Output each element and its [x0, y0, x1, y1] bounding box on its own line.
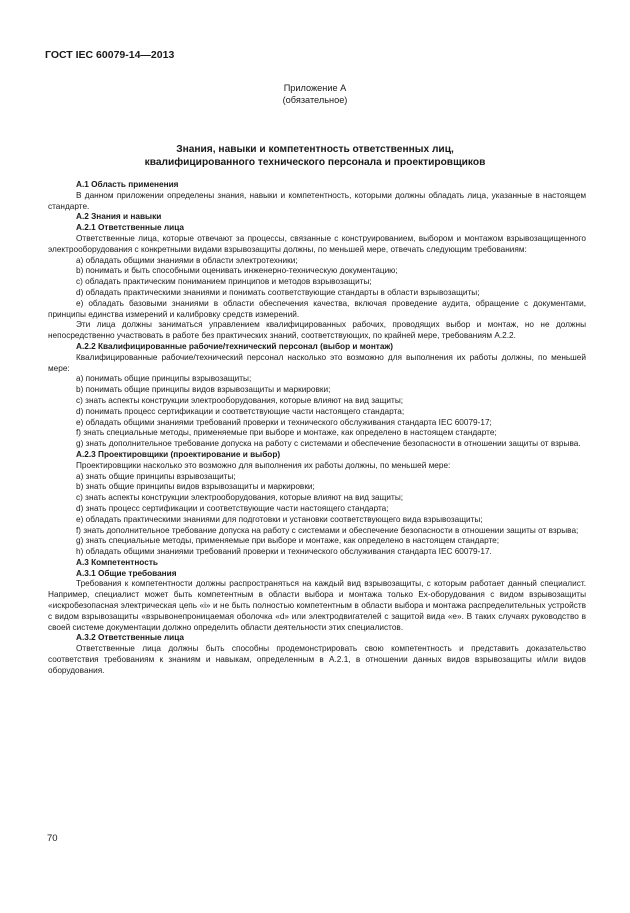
annex-status: (обязательное): [282, 95, 348, 105]
list-item: f) знать дополнительное требование допуска на работу с системами и обеспечение безопасности в отношении защиты от взрыва;: [76, 525, 579, 535]
list-item: e) обладать практическими знаниями для подготовки и установки соответствующего вида взрывозащиты;: [76, 514, 483, 524]
annex-heading: [0, 143, 630, 169]
annex-heading-line2: квалифицированного технического персонала и проектировщиков: [144, 157, 486, 168]
paragraph-a23-intro: Проектировщики насколько это возможно для выполнения их работы должны, по меньшей мере:: [76, 460, 451, 470]
page-number: 70: [47, 833, 58, 844]
list-item: g) знать специальные методы, применяемые при выборе и монтаже, как определено в настоящем стандарте;: [76, 536, 500, 546]
section-heading-a2: А.2 Знания и навыки: [76, 212, 162, 222]
list-item: d) понимать процесс сертификации и соответствующие части настоящего стандарта;: [76, 406, 405, 416]
list-item: c) знать аспекты конструкции электрооборудования, которые влияют на вид защиты;: [76, 493, 404, 503]
list-item: h) обладать общими знаниями требований проверки и технического обслуживания стандарта IEC 60079-17.: [76, 547, 492, 557]
section-heading-a22: А.2.2 Квалифицированные рабочие/технический персонал (выбор и монтаж): [76, 341, 394, 351]
section-heading-a32: А.3.2 Ответственные лица: [76, 633, 184, 643]
list-item: d) обладать практическими знаниями и понимать соответствующие стандарты в области взрывозащиты;: [76, 287, 480, 297]
list-item: a) знать общие принципы взрывозащиты;: [76, 471, 236, 481]
section-heading-a3: А.3 Компетентность: [76, 557, 158, 567]
section-heading-a21: А.2.1 Ответственные лица: [76, 223, 184, 233]
annex-heading-line1: Знания, навыки и компетентность ответственных лиц,: [176, 144, 454, 155]
section-heading-a23: А.2.3 Проектировщики (проектирование и выбор): [76, 449, 281, 459]
list-item: d) знать процесс сертификации и соответствующие части настоящего стандарта;: [76, 503, 389, 513]
list-item: g) знать дополнительное требование допуска на работу с системами и обеспечение безопасности в отношении защиты от взрыва.: [76, 439, 581, 449]
paragraph-a21-intro: Ответственные лица, которые отвечают за процессы, связанные с конструированием, выбором и монтажом взрывозащищенного электрооборудования с конкретными видами взрывозащиты должны, по меньшей мере, отвечать следующим требованиям:: [48, 233, 586, 254]
document-body: [48, 180, 586, 677]
paragraph-a22-intro: Квалифицированные рабочие/технический персонал насколько это возможно для выполнения их работы должны, по меньшей мере:: [48, 352, 586, 373]
list-item: a) обладать общими знаниями в области электротехники;: [76, 255, 298, 265]
section-heading-a1: А.1 Область применения: [76, 180, 179, 189]
list-item: b) понимать общие принципы видов взрывозащиты и маркировки;: [76, 385, 331, 395]
list-item: a) понимать общие принципы взрывозащиты;: [76, 374, 252, 384]
annex-title: Приложение А: [283, 83, 347, 93]
document-header: ГОСТ IEC 60079-14—2013: [45, 49, 175, 61]
list-item: e) обладать общими знаниями требований проверки и технического обслуживания стандарта IEC 60079-17;: [76, 417, 492, 427]
list-item: e) обладать базовыми знаниями в области обеспечения качества, включая проведение аудита, обращение с документами, принципы единства измерений и калибровку средств измерений.: [48, 298, 586, 319]
list-item: b) понимать и быть способными оценивать инженерно-техническую документацию;: [76, 266, 398, 276]
paragraph-a21-closing: Эти лица должны заниматься управлением квалифицированных рабочих, проводящих выбор и монтаж, но не должны непосредственно участвовать в работе без практических знаний, соответствующих, по крайней мере, требованиям А.2.2.: [48, 320, 586, 341]
annex-label: [0, 82, 630, 106]
list-item: f) знать специальные методы, применяемые при выборе и монтаже, как определено в настоящем стандарте;: [76, 428, 497, 438]
list-item: c) знать аспекты конструкции электрооборудования, которые влияют на вид защиты;: [76, 395, 404, 405]
list-item: c) обладать практическим пониманием принципов и методов взрывозащиты;: [76, 277, 372, 287]
paragraph-a1: В данном приложении определены знания, навыки и компетентность, которыми должны обладать лица, указанные в настоящем стандарте.: [48, 190, 586, 211]
list-item: b) знать общие принципы видов взрывозащиты и маркировки;: [76, 482, 315, 492]
section-heading-a31: А.3.1 Общие требования: [76, 568, 177, 578]
paragraph-a32: Ответственные лица должны быть способны продемонстрировать свою компетентность и представить доказательство соответствия требованиям к знаниям и навыкам, определенным в А.2.1, в отношении данных видов взрывозащиты и/или видов оборудования.: [48, 644, 586, 675]
paragraph-a31: Требования к компетентности должны распространяться на каждый вид взрывозащиты, с которым работает данный специалист. Например, специалист может быть компетентным в области выбора и монтажа только Ex-оборудования с видом взрывозащиты «искробезопасная электрическая цепь «i» и не быть полностью компетентным в области выбора и монтажа распределительных устройств с видом взрывозащиты «взрывонепроницаемая оболочка «d» или электродвигателей с защитой вида «e». В таких случаях руководство в своей системе документации должно определить области деятельности этих специалистов.: [48, 579, 586, 632]
